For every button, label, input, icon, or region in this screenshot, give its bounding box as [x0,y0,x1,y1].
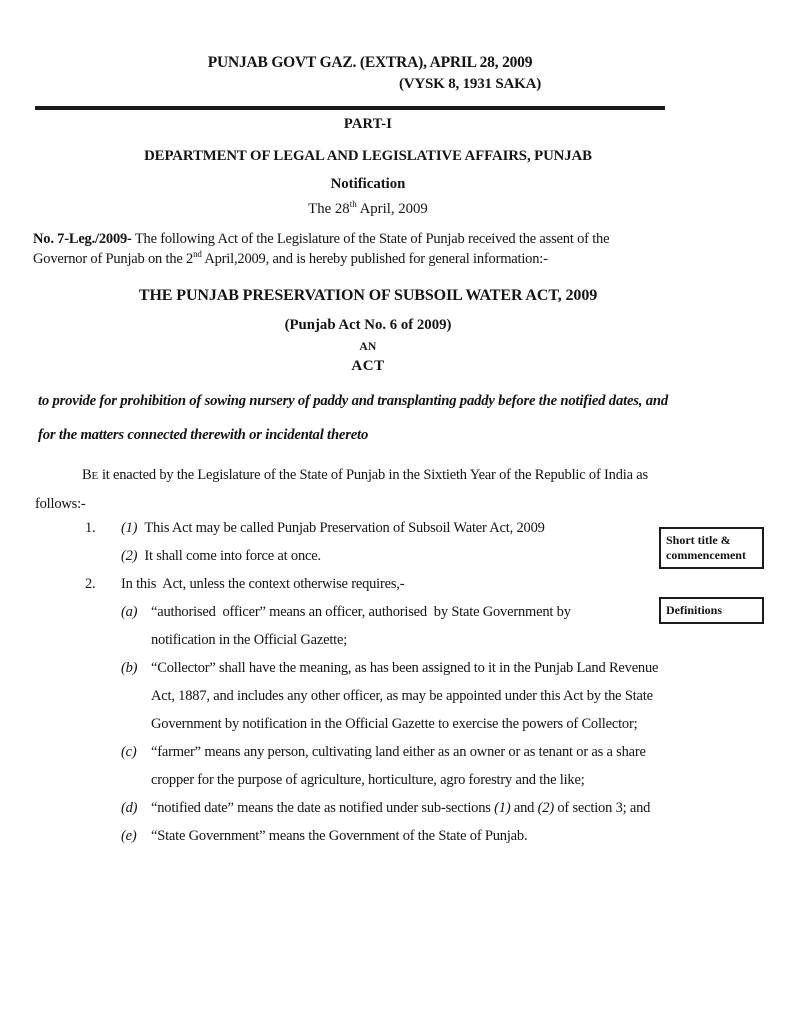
section-2-intro: In this Act, unless the context otherwise requires,- [121,576,405,592]
an-label: AN [359,341,377,353]
enacting-clause [35,461,735,518]
definition-a-line-1: “authorised officer” means an officer, authorised by State Government by [151,604,571,620]
notification-number: No. 7-Leg./2009- [33,231,132,247]
definition-d [121,794,745,822]
gazette-title: PUNJAB GOVT GAZ. (EXTRA), APRIL 28, 2009 [207,54,533,71]
act-title: THE PUNJAB PRESERVATION OF SUBSOIL WATER ACT, 2009 [138,287,598,304]
definition-a-text [151,598,745,654]
reference-line-2 [33,249,733,269]
definition-d-text [151,794,745,822]
definition-b-text [151,654,745,738]
definition-c [121,738,745,794]
reference-line2-pre: Governor of Punjab on the 2 [33,251,194,267]
clause-1-1-marker: (1) [121,520,138,536]
margin-note-definitions [659,597,764,624]
act-number: (Punjab Act No. 6 of 2009) [284,317,452,333]
definition-e-marker: (e) [121,828,137,844]
enacting-line-1 [35,461,735,490]
reference-line1-text: The following Act of the Legislature of the State of Punjab received the assent of the [131,231,610,247]
definition-e-text [151,822,745,850]
notification-heading: Notification [330,176,406,192]
definition-b-line-3: Government by notification in the Official Gazette to exercise the powers of Collector; [151,716,638,732]
clause-1-2-text: It shall come into force at once. [144,548,321,564]
notification-date-post: April, 2009 [356,201,428,217]
definition-c-marker: (c) [121,744,137,760]
definition-a [121,598,745,654]
section-2 [85,570,745,850]
section-1-body [121,514,745,570]
notification-date-pre: The 28 [308,201,350,217]
definition-e-line-1: “State Government” means the Government of the State of Punjab. [151,828,528,844]
margin-note-definitions-label: Definitions [666,603,723,617]
definition-b-marker: (b) [121,660,138,676]
section-2-body [121,570,745,850]
definition-d-marker: (d) [121,800,138,816]
saka-date-line: (VYSK 8, 1931 SAKA) [398,76,542,92]
reference-line2-post: April,2009, and is hereby published for general information:- [201,251,548,267]
definition-c-text [151,738,745,794]
definition-a-line-2: notification in the Official Gazette; [151,632,348,648]
sections-block [85,514,745,850]
definition-c-line-2: cropper for the purpose of agriculture, horticulture, agro forestry and the like; [151,772,585,788]
definition-d-pre: “notified date” means the date as notified under sub-sections [151,800,495,816]
clause-1-1-text: This Act may be called Punjab Preservation of Subsoil Water Act, 2009 [144,520,545,536]
definition-a-marker: (a) [121,604,138,620]
notification-date [35,201,701,218]
margin-note-short-title-line-1: Short title & [666,533,731,547]
definition-d-line-1 [151,794,745,822]
date-superscript: th [349,199,357,210]
enacting-small-cap: E [91,470,99,482]
definition-b [121,654,745,738]
clause-1-1 [121,514,745,542]
preamble-line-1: to provide for prohibition of sowing nursery of paddy and transplanting paddy before the notified dates, and [38,393,669,409]
notification-reference-paragraph [33,229,733,269]
clause-1-2 [121,542,745,570]
header-rule [35,106,665,110]
preamble [38,384,758,452]
date-superscript-2: nd [193,249,202,260]
enacting-line1-text: it enacted by the Legislature of the State of Punjab in the Sixtieth Year of the Republic of India as [98,467,648,483]
definition-b-line-1: “Collector” shall have the meaning, as has been assigned to it in the Punjab Land Revenue [151,660,659,676]
definition-e [121,822,745,850]
margin-note-short-title [659,527,764,569]
masthead [55,54,685,93]
definition-d-post: of section 3; and [553,800,651,816]
reference-line-1 [33,229,733,249]
enacting-line-2: follows:- [35,496,86,512]
definition-b-line-2: Act, 1887, and includes any other officer, as may be appointed under this Act by the State [151,688,653,704]
definition-c-line-1: “farmer” means any person, cultivating land either as an owner or as tenant or as a share [151,744,646,760]
section-1-number: 1. [85,520,96,536]
part-heading: PART-I [343,116,393,132]
section-2-number: 2. [85,576,96,592]
preamble-line-2: for the matters connected therewith or incidental thereto [38,427,369,443]
department-heading: DEPARTMENT OF LEGAL AND LEGISLATIVE AFFAIRS, PUNJAB [144,148,592,164]
enacting-lead-cap: B [82,467,92,483]
section-1 [85,514,745,570]
act-label: ACT [351,358,385,374]
margin-note-short-title-line-2: commencement [666,548,746,562]
definition-d-subsection-1: (1) [494,800,511,816]
clause-1-2-marker: (2) [121,548,138,564]
definition-d-mid: and [510,800,538,816]
definition-d-subsection-2: (2) [537,800,554,816]
